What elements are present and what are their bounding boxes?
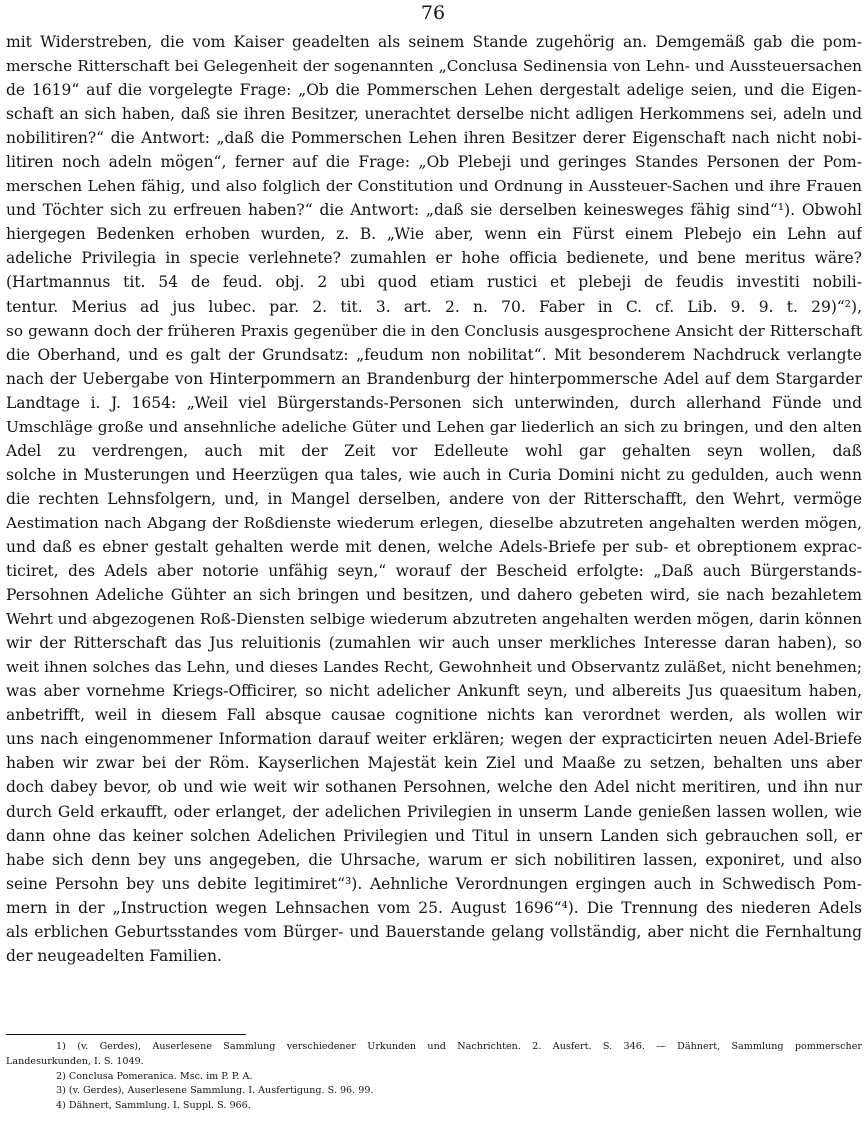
footnote-line: 4) Dähnert, Sammlung. I. Suppl. S. 966. <box>56 1100 251 1112</box>
footnotes <box>6 1040 862 1114</box>
body-line: und Töchter sich zu erfreuen haben?“ die Antwort: „daß sie derselben keinesweges fähig sind“¹). Obwohl <box>6 201 862 220</box>
body-line: weit ihnen solches das Lehn, und dieses Landes Recht, Gewohnheit und Observantz zuläßet, nicht benehmen; <box>6 658 862 677</box>
body-line: tentur. Merius ad jus lubec. par. 2. tit. 3. art. 2. n. 70. Faber in C. cf. Lib. 9. 9. t. 29)“²), <box>6 297 862 316</box>
body-line: mern in der „Instruction wegen Lehnsachen vom 25. August 1696“⁴). Die Trennung des niederen Adels <box>6 898 862 917</box>
body-line: uns nach eingenommener Information darauf weiter erklären; wegen der expracticirten neuen Adel-Briefe <box>6 730 862 749</box>
body-line: so gewann doch der früheren Praxis gegenüber die in den Conclusis ausgesprochene Ansicht der Ritterschaft <box>6 321 862 340</box>
body-line: de 1619“ auf die vorgelegte Frage: „Ob die Pommerschen Lehen dergestalt adelige seien, und die Eigen- <box>6 81 862 100</box>
footnote-line: 2) Conclusa Pomeranica. Msc. im P. P. A. <box>56 1070 253 1082</box>
body-line: habe sich denn bey uns angegeben, die Uhrsache, warum er sich nobilitiren lassen, exponiret, und also <box>6 850 862 869</box>
body-line: Landtage i. J. 1654: „Weil viel Bürgerstands-Personen sich unterwinden, durch allerhand Fünde und <box>6 393 862 412</box>
body-line: Adel zu verdrengen, auch mit der Zeit vor Edelleute wohl gar gehalten seyn wollen, daß <box>6 441 862 460</box>
body-line: adeliche Privilegia in specie verlehnete? zumahlen er hohe officia bedienete, und bene meritus wäre? <box>6 249 862 268</box>
body-line: merschen Lehen fähig, und also folglich der Constitution und Ordnung in Aussteuer-Sachen und ihre Frauen <box>6 177 862 196</box>
body-line: anbetrifft, weil in diesem Fall absque causae cognitione nichts kan verordnet werden, als wollen wir <box>6 706 862 725</box>
body-line: nach der Uebergabe von Hinterpommern an Brandenburg der hinterpommersche Adel auf dem Stargarder <box>6 369 862 388</box>
body-line: haben wir zwar bei der Röm. Kayserlichen Majestät kein Ziel und Maaße zu setzen, behalten uns aber <box>6 754 862 773</box>
body-line: dann ohne das keiner solchen Adelichen Privilegien und Titul in unsern Landen sich gebrauchen soll, er <box>6 826 862 845</box>
footnote-separator <box>6 1034 246 1035</box>
body-line: als erblichen Geburtsstandes vom Bürger- und Bauerstande gelang vollständig, aber nicht die Fernhaltung <box>6 922 862 941</box>
body-line: schaft an sich haben, daß sie ihren Besitzer, unerachtet derselbe nicht adligen Herkommens sei, adeln und <box>6 105 862 124</box>
body-line: mersche Ritterschaft bei Gelegenheit der sogenannten „Conclusa Sedinensia von Lehn- und Aussteuersachen <box>6 57 862 76</box>
footnote-line: 3) (v. Gerdes), Auserlesene Sammlung. I. Ausfertigung. S. 96. 99. <box>56 1085 374 1097</box>
body-line: seine Persohn bey uns debite legitimiret“³). Aehnliche Verordnungen ergingen auch in Schwedisch Pom- <box>6 874 862 893</box>
body-line: ticiret, des Adels aber notorie unfähig seyn,“ worauf der Bescheid erfolgte: „Daß auch Bürgerstands- <box>6 562 862 581</box>
body-line: Aestimation nach Abgang der Roßdienste wiederum erlegen, dieselbe abzutreten angehalten werden mögen, <box>6 513 862 532</box>
page-number: 76 <box>420 2 446 24</box>
body-line: Umschläge große und ansehnliche adeliche Güter und Lehen gar liederlich an sich zu bringen, und den alten <box>6 417 862 436</box>
body-line: die Oberhand, und es galt der Grundsatz: „feudum non nobilitat“. Mit besonderem Nachdruck verlangte <box>6 345 862 364</box>
body-line: was aber vornehme Kriegs-Officirer, so nicht adelicher Ankunft seyn, und albereits Jus quaesitum haben, <box>6 682 862 701</box>
body-line: mit Widerstreben, die vom Kaiser geadelten als seinem Stande zugehörig an. Demgemäß gab die pom- <box>6 33 862 51</box>
footnote-line: Landesurkunden, I. S. 1049. <box>6 1055 144 1067</box>
body-line: wir der Ritterschaft das Jus reluitionis (zumahlen wir auch unser merkliches Interesse daran haben), so <box>6 634 862 653</box>
body-line: (Hartmannus tit. 54 de feud. obj. 2 ubi quod etiam rustici et plebeji de feudis investiti nobili- <box>6 273 862 292</box>
footnote-line: 1) (v. Gerdes), Auserlesene Sammlung verschiedener Urkunden und Nachrichten. 2. Ausfert. S. 346. — Dähnert, Sammlung pommerscher <box>56 1041 862 1052</box>
body-line: solche in Musterungen und Heerzügen qua tales, wie auch in Curia Domini nicht zu gedulden, auch wenn <box>6 465 862 484</box>
body-line: Wehrt und abgezogenen Roß-Diensten selbige wiederum abzutreten angehalten werden mögen, darin können <box>6 610 862 629</box>
body-line: der neugeadelten Familien. <box>6 946 222 965</box>
body-line: nobilitiren?“ die Antwort: „daß die Pommerschen Lehen ihren Besitzer derer Eigenschaft nach nicht nobi- <box>6 129 862 148</box>
body-text <box>6 30 862 968</box>
body-line: doch dabey bevor, ob und wie weit wir sothanen Persohnen, welche den Adel nicht meritiren, und ihn nur <box>6 778 862 797</box>
body-line: hiergegen Bedenken erhoben wurden, z. B. „Wie aber, wenn ein Fürst einem Plebejo ein Lehn auf <box>6 225 862 244</box>
body-line: litiren noch adeln mögen“, ferner auf die Frage: „Ob Plebeji und geringes Standes Personen der Pom- <box>6 153 862 172</box>
body-line: Persohnen Adeliche Gühter an sich bringen und besitzen, und dahero gebeten wird, sie nach bezahletem <box>6 586 862 605</box>
body-line: die rechten Lehnsfolgern, und, in Mangel derselben, andere von der Ritterschafft, den Wehrt, vermöge <box>6 489 862 508</box>
body-line: und daß es ebner gestalt gehalten werde mit denen, welche Adels-Briefe per sub- et obreptionem exprac- <box>6 537 862 556</box>
body-line: durch Geld erkaufft, oder erlanget, der adelichen Privilegien in unserm Lande genießen lassen wollen, wie <box>6 802 862 821</box>
